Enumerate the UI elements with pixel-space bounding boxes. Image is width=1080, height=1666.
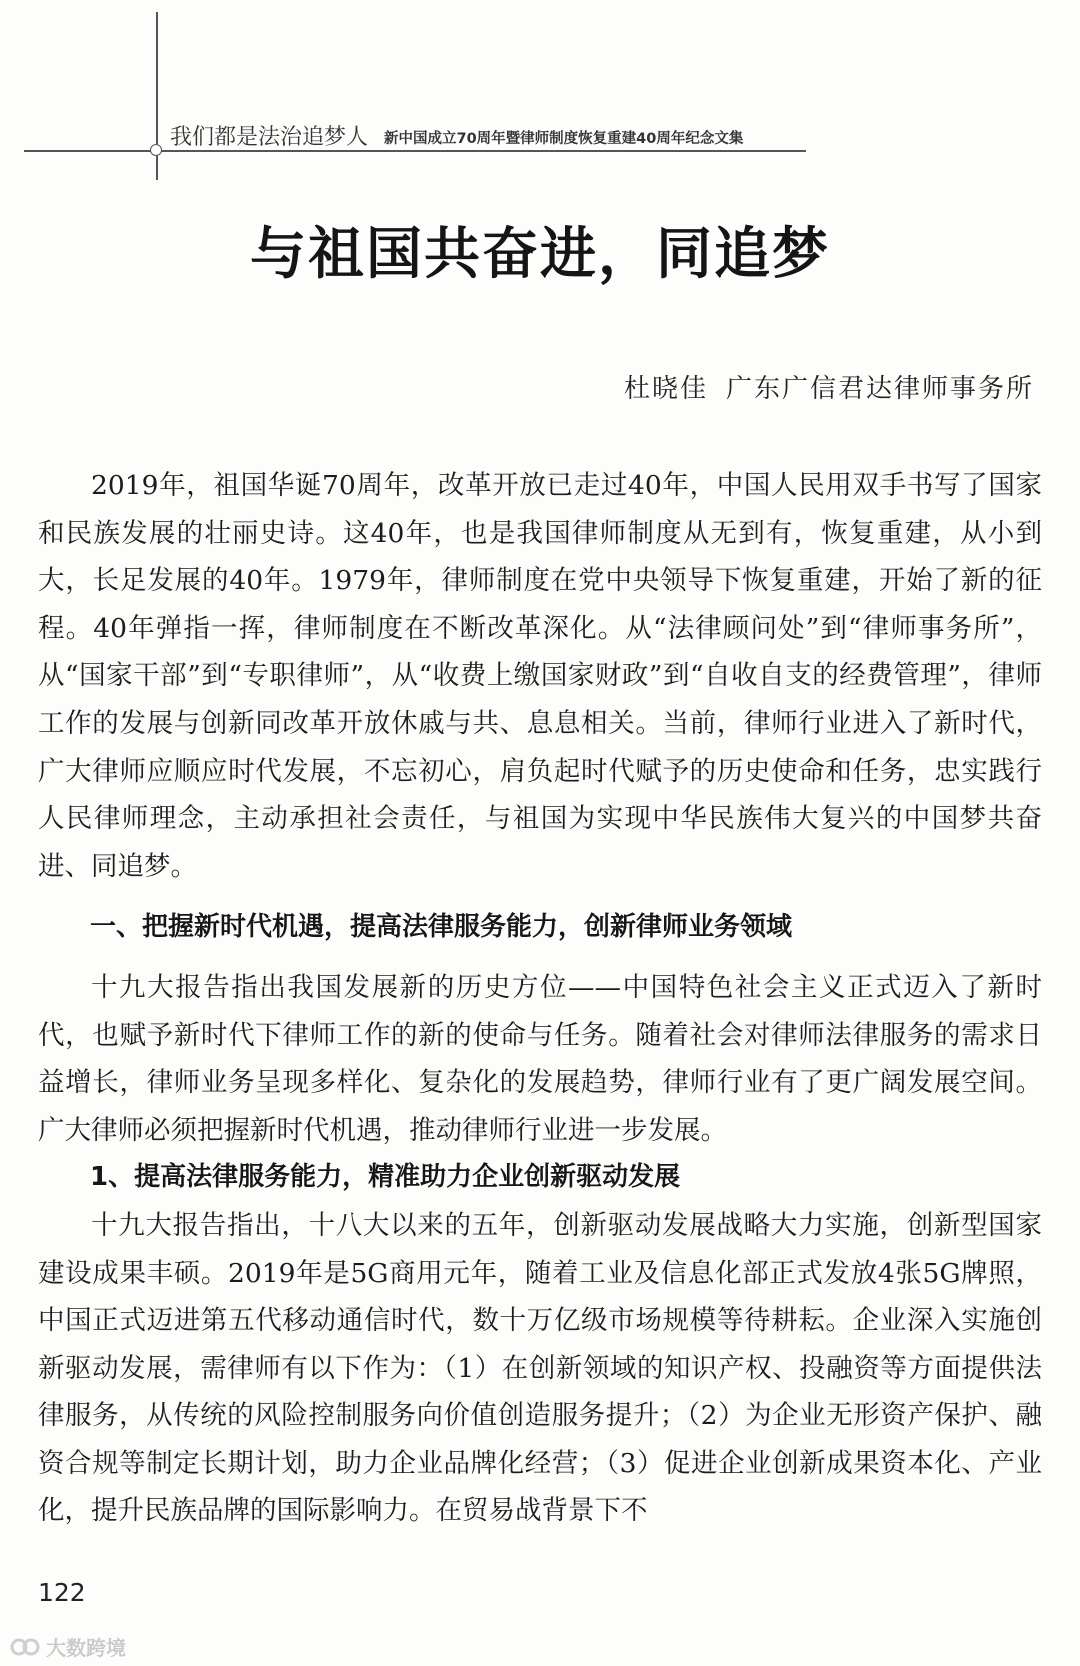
page-number: 122 bbox=[38, 1578, 86, 1607]
byline bbox=[624, 368, 1034, 405]
subsection-1-paragraph: 十九大报告指出，十八大以来的五年，创新驱动发展战略大力实施，创新型国家建设成果丰硕。2019年是5G商用元年，随着工业及信息化部正式发放4张5G牌照，中国正式迈进第五代移动通信时代，数十万亿级市场规模等待耕耘。企业深入实施创新驱动发展，需律师有以下作为：（1）在创新领域的知识产权、投融资等方面提供法律服务，从传统的风险控制服务向价值创造服务提升；（2）为企业无形资产保护、融资合规等制定长期计划，助力企业品牌化经营；（3）促进企业创新成果资本化、产业化，提升民族品牌的国际影响力。在贸易战背景下不 bbox=[38, 1209, 1042, 1527]
header-horizontal-rule bbox=[24, 150, 806, 152]
header-ornament-circle bbox=[150, 144, 162, 156]
running-header-subtitle: 新中国成立70周年暨律师制度恢复重建40周年纪念文集 bbox=[384, 131, 744, 147]
subsection-1-heading: 1、提高法律服务能力，精准助力企业创新驱动发展 bbox=[90, 1162, 681, 1193]
article-title: 与祖国共奋进，同追梦 bbox=[250, 222, 830, 287]
intro-paragraph: 2019年，祖国华诞70周年，改革开放已走过40年，中国人民用双手书写了国家和民族发展的壮丽史诗。这40年，也是我国律师制度从无到有，恢复重建，从小到大，长足发展的40年。1979年，律师制度在党中央领导下恢复重建，开始了新的征程。40年弹指一挥，律师制度在不断改革深化。从“法律顾问处”到“律师事务所”，从“国家干部”到“专职律师”，从“收费上缴国家财政”到“自收自支的经费管理”，律师工作的发展与创新同改革开放休戚与共、息息相关。当前，律师行业进入了新时代，广大律师应顺应时代发展，不忘初心，肩负起时代赋予的历史使命和任务，忠实践行人民律师理念，主动承担社会责任，与祖国为实现中华民族伟大复兴的中国梦共奋进、同追梦。 bbox=[38, 470, 1042, 882]
running-header-book-title: 我们都是法治追梦人 bbox=[170, 125, 369, 150]
section-1-paragraph: 十九大报告指出我国发展新的历史方位——中国特色社会主义正式迈入了新时代，也赋予新时代下律师工作的新的使命与任务。随着社会对律师法律服务的需求日益增长，律师业务呈现多样化、复杂化的发展趋势，律师行业有了更广阔发展空间。广大律师必须把握新时代机遇，推动律师行业进一步发展。 bbox=[38, 971, 1042, 1146]
section-1-heading: 一、把握新时代机遇，提高法律服务能力，创新律师业务领域 bbox=[90, 912, 793, 943]
article-body bbox=[38, 462, 1042, 1535]
watermark-logo-icon bbox=[10, 1636, 40, 1658]
watermark-text: 大数跨境 bbox=[46, 1636, 126, 1660]
watermark bbox=[10, 1632, 126, 1661]
author-name: 杜晓佳 bbox=[623, 374, 708, 404]
author-affiliation: 广东广信君达律师事务所 bbox=[725, 374, 1034, 404]
